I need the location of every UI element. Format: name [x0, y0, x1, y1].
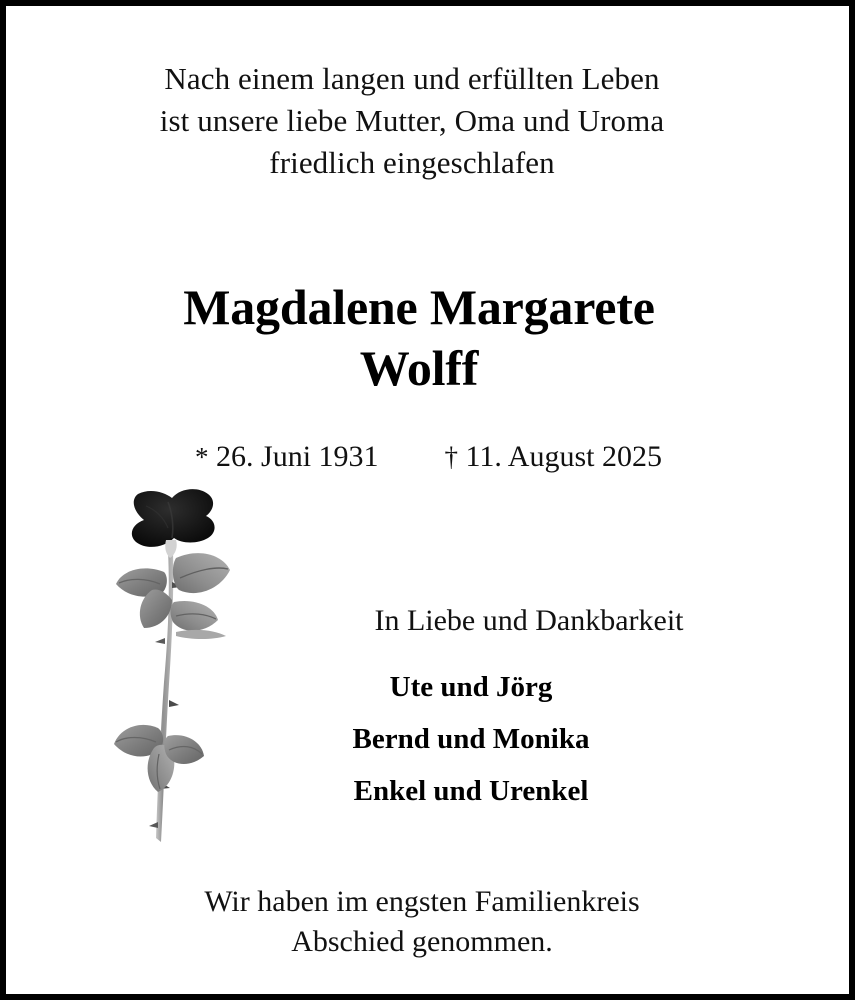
intro-text: [6, 58, 818, 184]
mourner-line: Bernd und Monika: [352, 723, 590, 755]
birth-date: 26. Juni 1931: [216, 440, 379, 473]
intro-line-3: friedlich eingeschlafen: [269, 145, 555, 180]
tribute-heading: In Liebe und Dankbarkeit: [374, 604, 684, 637]
closing-text: [6, 882, 838, 962]
asterisk-icon: *: [195, 442, 209, 472]
birth-date-group: [195, 438, 379, 476]
mourner-line: Ute und Jörg: [389, 671, 553, 703]
death-date-group: [445, 438, 662, 476]
rose-bloom: [132, 489, 215, 547]
closing-line-2: Abschied genommen.: [291, 925, 553, 958]
mourners-list: [236, 661, 706, 817]
intro-line-2: ist unsere liebe Mutter, Oma und Uroma: [159, 103, 665, 138]
rose-leaf: [173, 553, 230, 593]
life-dates: [6, 438, 851, 476]
closing-line-1: Wir haben im engsten Familienkreis: [204, 885, 640, 918]
deceased-name-line-1: Magdalene Margarete: [183, 279, 655, 335]
cross-icon: †: [444, 442, 459, 472]
rose-photo: [106, 486, 251, 861]
death-date: 11. August 2025: [465, 440, 662, 473]
mourner-line: Enkel und Urenkel: [353, 775, 589, 807]
intro-line-1: Nach einem langen und erfüllten Leben: [164, 61, 660, 96]
deceased-name: [6, 277, 832, 399]
deceased-name-line-2: Wolff: [359, 340, 479, 396]
